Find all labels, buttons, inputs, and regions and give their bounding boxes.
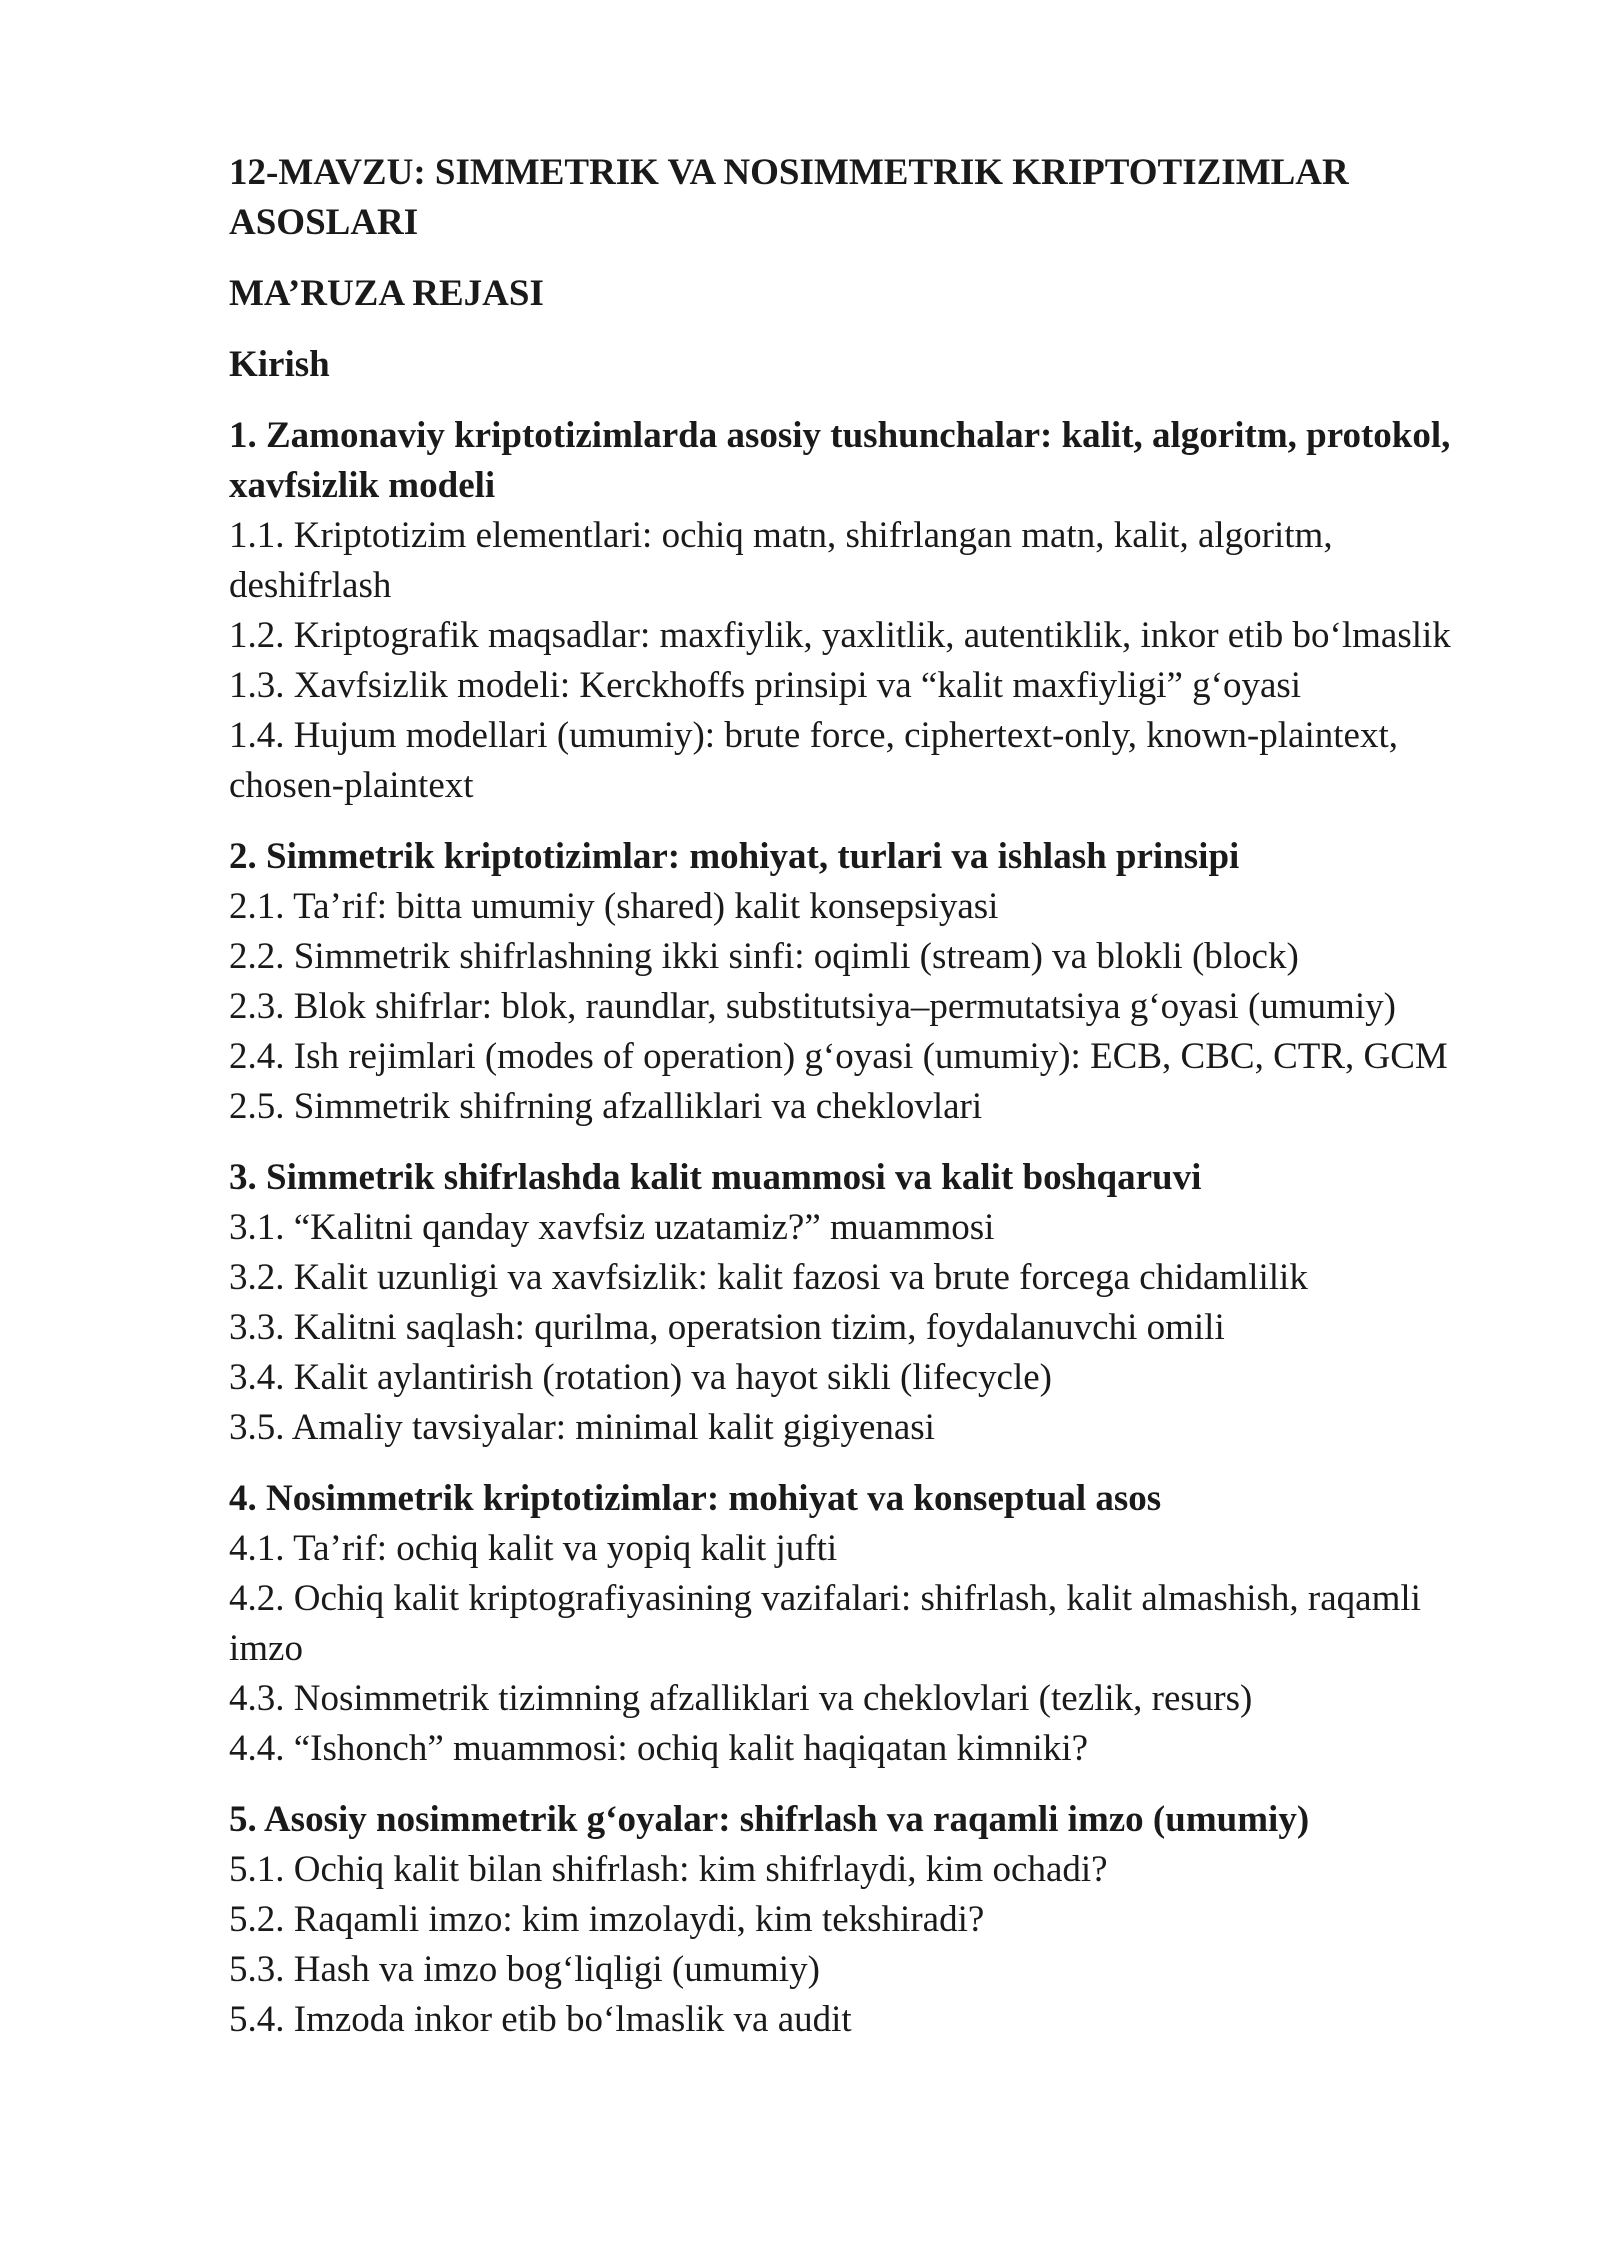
section-heading: 4. Nosimmetrik kriptotizimlar: mohiyat va konseptual asos [229, 1478, 1162, 1519]
list-item: 3.1. “Kalitni qanday xavfsiz uzatamiz?” muammosi [229, 1207, 995, 1248]
list-item: 2.4. Ish rejimlari (modes of operation) g‘oyasi (umumiy): ECB, CBC, CTR, GCM [229, 1036, 1448, 1077]
list-item: 4.2. Ochiq kalit kriptografiyasining vazifalari: shifrlash, kalit almashish, raqamli imzo [229, 1578, 1421, 1669]
list-item: 4.3. Nosimmetrik tizimning afzalliklari va cheklovlari (tezlik, resurs) [229, 1678, 1253, 1719]
intro-heading: Kirish [229, 344, 330, 385]
section-5 [229, 1795, 1489, 2045]
list-item: 2.5. Simmetrik shifrning afzalliklari va cheklovlari [229, 1086, 983, 1127]
list-item: 1.3. Xavfsizlik modeli: Kerckhoffs prinsipi va “kalit maxfiyligi” g‘oyasi [229, 665, 1302, 706]
section-heading: 3. Simmetrik shifrlashda kalit muammosi va kalit boshqaruvi [229, 1157, 1202, 1198]
list-item: 2.2. Simmetrik shifrlashning ikki sinfi: oqimli (stream) va blokli (block) [229, 936, 1299, 977]
section-heading: 2. Simmetrik kriptotizimlar: mohiyat, turlari va ishlash prinsipi [229, 836, 1240, 877]
section-2 [229, 832, 1489, 1132]
list-item: 5.1. Ochiq kalit bilan shifrlash: kim shifrlaydi, kim ochadi? [229, 1849, 1108, 1890]
section-heading: 5. Asosiy nosimmetrik g‘oyalar: shifrlash va raqamli imzo (umumiy) [229, 1799, 1310, 1840]
list-item: 5.2. Raqamli imzo: kim imzolaydi, kim tekshiradi? [229, 1899, 985, 1940]
list-item: 3.2. Kalit uzunligi va xavfsizlik: kalit fazosi va brute forcega chidamlilik [229, 1257, 1308, 1298]
section-heading: 1. Zamonaviy kriptotizimlarda asosiy tushunchalar: kalit, algoritm, protokol, xavfsizlik modeli [229, 415, 1451, 506]
list-item: 1.1. Kriptotizim elementlari: ochiq matn, shifrlangan matn, kalit, algoritm, deshifrlash [229, 515, 1333, 606]
list-item: 5.3. Hash va imzo bog‘liqligi (umumiy) [229, 1949, 820, 1990]
section-1 [229, 411, 1489, 811]
document-title: 12-MAVZU: SIMMETRIK VA NOSIMMETRIK KRIPTOTIZIMLAR ASOSLARI [229, 152, 1349, 243]
list-item: 2.3. Blok shifrlar: blok, raundlar, substitutsiya–permutatsiya g‘oyasi (umumiy) [229, 986, 1396, 1027]
section-4 [229, 1474, 1489, 1774]
list-item: 2.1. Ta’rif: bitta umumiy (shared) kalit konsepsiyasi [229, 886, 999, 927]
list-item: 3.5. Amaliy tavsiyalar: minimal kalit gigiyenasi [229, 1407, 935, 1448]
list-item: 1.4. Hujum modellari (umumiy): brute force, ciphertext-only, known-plaintext, chosen-plaintext [229, 715, 1398, 806]
list-item: 3.3. Kalitni saqlash: qurilma, operatsion tizim, foydalanuvchi omili [229, 1307, 1225, 1348]
plan-title: MA’RUZA REJASI [229, 273, 544, 314]
document-page [229, 148, 1489, 2045]
section-3 [229, 1153, 1489, 1453]
list-item: 4.1. Ta’rif: ochiq kalit va yopiq kalit jufti [229, 1528, 838, 1569]
list-item: 1.2. Kriptografik maqsadlar: maxfiylik, yaxlitlik, autentiklik, inkor etib bo‘lmaslik [229, 615, 1451, 656]
list-item: 3.4. Kalit aylantirish (rotation) va hayot sikli (lifecycle) [229, 1357, 1052, 1398]
list-item: 4.4. “Ishonch” muammosi: ochiq kalit haqiqatan kimniki? [229, 1728, 1089, 1769]
list-item: 5.4. Imzoda inkor etib bo‘lmaslik va audit [229, 1999, 852, 2040]
